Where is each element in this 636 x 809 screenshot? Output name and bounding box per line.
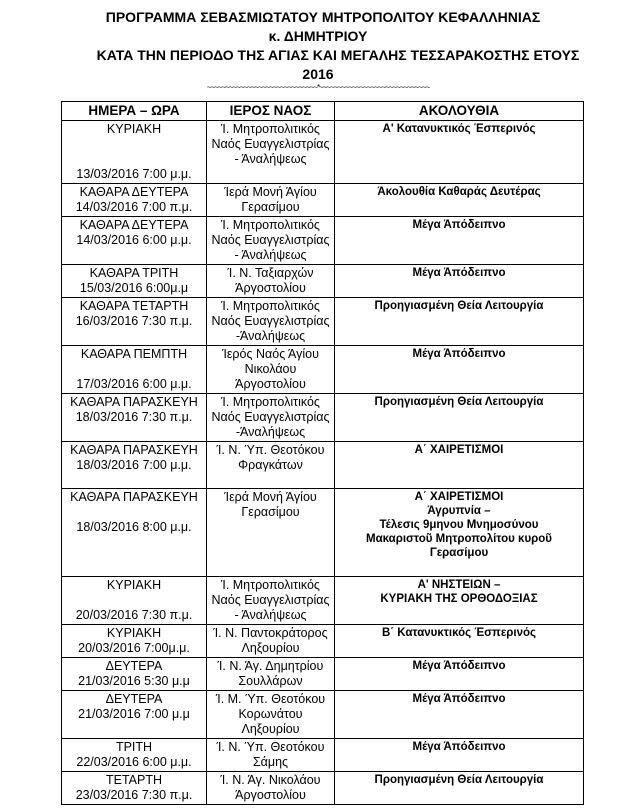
service-line: Α' ΝΗΣΤΕΙΩΝ – (417, 579, 501, 591)
day-label: ΤΕΤΑΡΤΗ (105, 773, 163, 787)
church-name-line: Ίερά Μονή Άγίου (224, 185, 317, 199)
column-header-church: ΙΕΡΟΣ ΝΑΟΣ (207, 102, 335, 121)
service-line: Άγρυπνία – (427, 505, 491, 517)
day-time-cell (62, 442, 207, 489)
table-row (62, 298, 584, 346)
service-line: Προηγιασμένη Θεία Λειτουργία (374, 396, 544, 408)
day-time-cell (62, 217, 207, 265)
service-line: Μέγα Άπόδειπνο (412, 219, 506, 231)
service-line: ΚΥΡΙΑΚΗ ΤΗΣ ΟΡΘΟΔΟΞΙΑΣ (380, 593, 538, 605)
service-cell (335, 739, 584, 772)
church-name-line: -Άναλήψεως (235, 329, 306, 343)
service-cell (335, 658, 584, 691)
church-name-line: Άργοστολίου (235, 788, 306, 802)
service-line: Προηγιασμένη Θεία Λειτουργία (374, 300, 544, 312)
service-cell (335, 298, 584, 346)
service-line: Μέγα Άπόδειπνο (412, 660, 506, 672)
date-time: 13/03/2016 7:00 μ.μ. (76, 167, 192, 181)
service-cell (335, 577, 584, 625)
table-row (62, 346, 584, 394)
header-divider: ~~~~~~~~~~~~~~~~~~~~~~~~~~~~~~*~~~~~~~~~~~~~~~~~~~~~~~~~~~~~~ (206, 83, 430, 92)
date-time: 18/03/2016 7:00 μ.μ. (76, 458, 192, 472)
date-time: 21/03/2016 7:00 μ.μ (78, 707, 190, 721)
church-name-line: Ληξουρίου (241, 722, 300, 736)
day-label: ΔΕΥΤΕΡΑ (105, 692, 163, 706)
church-name-line: Γερασίμου (241, 200, 300, 214)
service-cell (335, 625, 584, 658)
table-row (62, 772, 584, 805)
day-time-cell (62, 265, 207, 298)
church-name-line: Ναός Ευαγγελιστρίας (211, 410, 330, 424)
header-year: 2016 (302, 66, 334, 82)
church-name-line: Σάμης (252, 755, 289, 769)
date-time: 21/03/2016 5:30 μ.μ (78, 674, 190, 688)
service-cell (335, 691, 584, 739)
table-row (62, 217, 584, 265)
date-time: 17/03/2016 6:00 μ.μ. (76, 377, 192, 391)
church-cell (207, 346, 335, 394)
church-name-line: Ί. Μητροπολιτικός (221, 299, 320, 313)
document-header (0, 0, 636, 84)
column-header-day-time: ΗΜΕΡΑ – ΩΡΑ (62, 102, 207, 121)
church-name-line: Ί. Ν. Παντοκράτορος (213, 626, 328, 640)
date-time: 20/03/2016 7:00μ.μ. (78, 641, 190, 655)
church-cell (207, 577, 335, 625)
service-cell (335, 394, 584, 442)
service-line: Α΄ ΧΑΙΡΕΤΙΣΜΟΙ (414, 491, 504, 503)
church-name-line: Άργοστολίου (235, 281, 306, 295)
header-title-line1: ΠΡΟΓΡΑΜΜΑ ΣΕΒΑΣΜΙΩΤΑΤΟΥ ΜΗΤΡΟΠΟΛΙΤΟΥ ΚΕΦΑΛΛΗΝΙΑΣ (105, 9, 541, 25)
service-line: Άκολουθία Καθαράς Δευτέρας (377, 186, 541, 198)
table-row (62, 658, 584, 691)
church-cell (207, 625, 335, 658)
church-name-line: Ί. Μητροπολιτικός (221, 122, 320, 136)
church-name-line: - Άναλήψεως (234, 152, 307, 166)
table-row (62, 739, 584, 772)
day-label: ΚΑΘΑΡΑ ΠΑΡΑΣΚΕΥΗ (70, 443, 198, 457)
day-label: ΚΑΘΑΡΑ ΔΕΥΤΕΡΑ (79, 218, 189, 232)
church-cell (207, 394, 335, 442)
service-line: Τέλεσις 9μηνου Μνημοσύνου (379, 519, 539, 531)
day-label: ΔΕΥΤΕΡΑ (105, 659, 163, 673)
service-line: Μέγα Άπόδειπνο (412, 741, 506, 753)
day-label: ΚΑΘΑΡΑ ΠΕΜΠΤΗ (80, 347, 188, 361)
day-time-cell (62, 625, 207, 658)
service-line: Α΄ ΧΑΙΡΕΤΙΣΜΟΙ (414, 444, 504, 456)
service-cell (335, 217, 584, 265)
church-name-line: Ί. Ν. Ύπ. Θεοτόκου (216, 740, 325, 754)
schedule-rows (62, 121, 584, 805)
church-cell (207, 298, 335, 346)
service-cell (335, 346, 584, 394)
church-name-line: Νικολάου (244, 362, 297, 376)
day-time-cell (62, 298, 207, 346)
service-cell (335, 121, 584, 184)
church-cell (207, 772, 335, 805)
church-name-line: Ναός Ευαγγελιστρίας (211, 137, 330, 151)
service-line: Μέγα Άπόδειπνο (412, 693, 506, 705)
header-title-line3: ΚΑΤΑ ΤΗΝ ΠΕΡΙΟΔΟ ΤΗΣ ΑΓΙΑΣ ΚΑΙ ΜΕΓΑΛΗΣ ΤΕΣΣΑΡΑΚΟΣΤΗΣ ΕΤΟΥΣ (96, 47, 580, 63)
day-time-cell (62, 691, 207, 739)
date-time: 20/03/2016 7:30 π.μ. (75, 608, 193, 622)
table-row (62, 625, 584, 658)
church-name-line: Φραγκάτων (238, 458, 303, 472)
date-time: 18/03/2016 7:30 π.μ. (75, 410, 193, 424)
church-name-line: Ί. Μητροπολιτικός (221, 395, 320, 409)
table-row (62, 184, 584, 217)
church-name-line: - Άναλήψεως (234, 608, 307, 622)
church-name-line: Ληξουρίου (241, 641, 300, 655)
day-label: ΤΡΙΤΗ (115, 740, 153, 754)
day-time-cell (62, 577, 207, 625)
church-cell (207, 489, 335, 577)
church-name-line: Ίερός Ναός Άγίου (222, 347, 319, 361)
church-name-line: -Άναλήψεως (235, 425, 306, 439)
table-row (62, 577, 584, 625)
church-cell (207, 658, 335, 691)
day-label: ΚΑΘΑΡΑ ΠΑΡΑΣΚΕΥΗ (70, 395, 198, 409)
service-line: Μέγα Άπόδειπνο (412, 348, 506, 360)
church-name-line: Ί. Ν. Ταξιαρχών (227, 266, 314, 280)
day-label: ΚΥΡΙΑΚΗ (106, 122, 162, 136)
church-cell (207, 121, 335, 184)
church-cell (207, 442, 335, 489)
church-name-line: - Άναλήψεως (234, 248, 307, 262)
day-label: ΚΑΘΑΡΑ ΠΑΡΑΣΚΕΥΗ (70, 490, 198, 504)
service-line: Μέγα Άπόδειπνο (412, 267, 506, 279)
church-name-line: Σουλλάρων (238, 674, 303, 688)
church-name-line: Άργοστολίου (235, 377, 306, 391)
service-cell (335, 442, 584, 489)
church-cell (207, 739, 335, 772)
date-time: 22/03/2016 6:00 μ.μ. (76, 755, 192, 769)
day-label: ΚΥΡΙΑΚΗ (106, 578, 162, 592)
date-time: 23/03/2016 7:30 π.μ. (75, 788, 193, 802)
day-label: ΚΑΘΑΡΑ ΔΕΥΤΕΡΑ (79, 185, 189, 199)
service-line: Προηγιασμένη Θεία Λειτουργία (374, 774, 544, 786)
church-cell (207, 184, 335, 217)
table-row (62, 489, 584, 577)
table-row (62, 691, 584, 739)
service-cell (335, 772, 584, 805)
church-cell (207, 691, 335, 739)
service-cell (335, 489, 584, 577)
service-line: Γερασίμου (429, 547, 489, 559)
date-time: 14/03/2016 7:00 π.μ. (75, 200, 193, 214)
church-name-line: Ί. Μητροπολιτικός (221, 578, 320, 592)
date-time: 18/03/2016 8:00 μ.μ. (76, 520, 192, 534)
church-cell (207, 217, 335, 265)
day-label: ΚΑΘΑΡΑ ΤΡΙΤΗ (89, 266, 179, 280)
church-name-line: Κορωνάτου (238, 707, 303, 721)
table-row (62, 121, 584, 184)
table-row (62, 265, 584, 298)
day-time-cell (62, 121, 207, 184)
church-name-line: Ί. Μ. Ύπ. Θεοτόκου (215, 692, 326, 706)
day-time-cell (62, 658, 207, 691)
column-header-service: ΑΚΟΛΟΥΘΙΑ (335, 102, 584, 121)
table-row (62, 442, 584, 489)
table-header-row (62, 102, 584, 121)
service-line: Μακαριστοῦ Μητροπολίτου κυροῦ (366, 533, 552, 545)
church-name-line: Ί. Μητροπολιτικός (221, 218, 320, 232)
date-time: 14/03/2016 6:00 μ.μ. (76, 233, 192, 247)
service-cell (335, 184, 584, 217)
day-time-cell (62, 739, 207, 772)
day-time-cell (62, 394, 207, 442)
service-line: Β΄ Κατανυκτικός Έσπερινός (381, 627, 537, 639)
church-name-line: Ίερά Μονή Άγίου (224, 490, 317, 504)
day-time-cell (62, 346, 207, 394)
service-line: Α' Κατανυκτικός Έσπερινός (382, 123, 536, 135)
church-name-line: Ναός Ευαγγελιστρίας (211, 233, 330, 247)
date-time: 15/03/2016 6:00μ.μ (79, 281, 189, 295)
church-name-line: Γερασίμου (241, 505, 300, 519)
schedule-table (61, 101, 584, 805)
church-name-line: Ί. Ν. Άγ. Δημητρίου (217, 659, 324, 673)
day-label: ΚΑΘΑΡΑ ΤΕΤΑΡΤΗ (79, 299, 189, 313)
church-name-line: Ί. Ν. Ύπ. Θεοτόκου (216, 443, 325, 457)
day-label: ΚΥΡΙΑΚΗ (106, 626, 162, 640)
header-title-line2: κ. ΔΗΜΗΤΡΙΟΥ (268, 28, 368, 44)
church-cell (207, 265, 335, 298)
church-name-line: Ναός Ευαγγελιστρίας (211, 593, 330, 607)
day-time-cell (62, 772, 207, 805)
church-name-line: Ί. Ν. Άγ. Νικολάου (220, 773, 321, 787)
day-time-cell (62, 184, 207, 217)
table-row (62, 394, 584, 442)
day-time-cell (62, 489, 207, 577)
service-cell (335, 265, 584, 298)
date-time: 16/03/2016 7:30 π.μ. (75, 314, 193, 328)
church-name-line: Ναός Ευαγγελιστρίας (211, 314, 330, 328)
